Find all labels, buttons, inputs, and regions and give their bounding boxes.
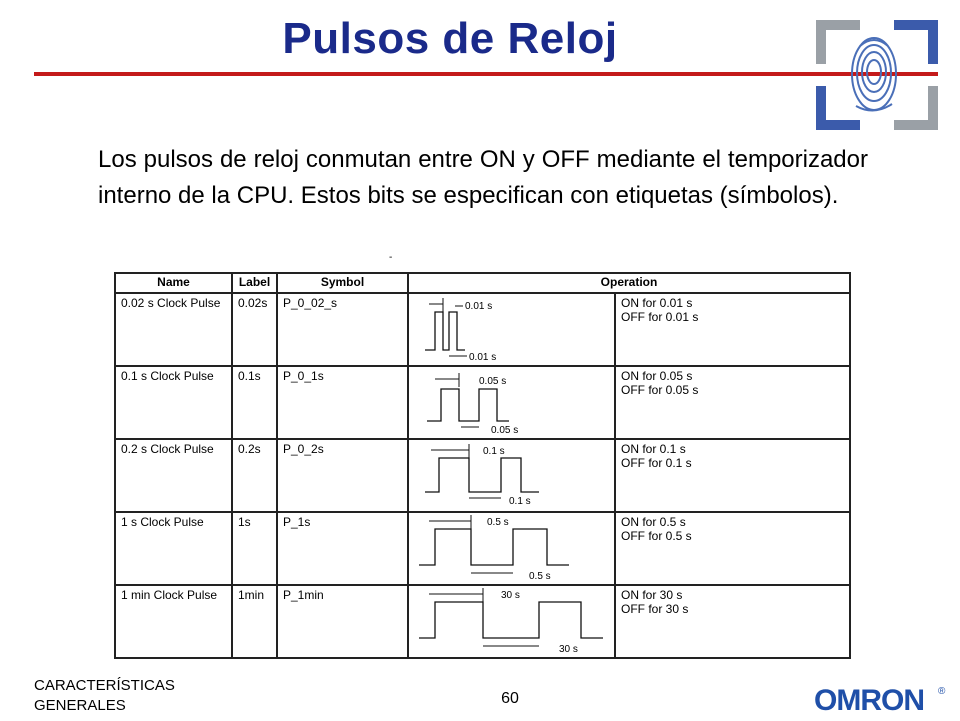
stray-tick-mark: - [389, 252, 393, 263]
brand-wordmark: OMRON [814, 684, 924, 716]
waveform-diagram [408, 512, 615, 585]
cell-label: 0.02s [232, 293, 277, 366]
intro-paragraph: Los pulsos de reloj conmutan entre ON y OFF mediante el temporizador interno de la CPU. Estos bits se especifican con etiquetas (símbolos). [98, 146, 868, 209]
on-time: ON for 30 s [621, 588, 683, 602]
fingerprint-icon [812, 16, 942, 134]
header-name: Name [115, 273, 232, 293]
cell-name: 1 s Clock Pulse [115, 512, 232, 585]
table-row [115, 439, 850, 512]
cell-symbol: P_0_02_s [277, 293, 408, 366]
dim-top: 0.05 s [479, 376, 507, 387]
cell-operation [615, 293, 850, 366]
footer-line-1: CARACTERÍSTICAS [34, 677, 175, 694]
on-time: ON for 0.05 s [621, 369, 693, 383]
page-number: 60 [501, 690, 519, 707]
table-header-row [115, 273, 850, 293]
dim-bottom: 0.01 s [469, 352, 497, 363]
cell-name: 0.02 s Clock Pulse [115, 293, 232, 366]
omron-logo [812, 682, 952, 716]
cell-symbol: P_0_2s [277, 439, 408, 512]
on-time: ON for 0.5 s [621, 515, 686, 529]
cell-label: 1min [232, 585, 277, 658]
header-label: Label [232, 273, 277, 293]
off-time: OFF for 30 s [621, 602, 689, 616]
clock-pulse-table [114, 272, 851, 659]
dim-bottom: 30 s [559, 644, 578, 655]
footer-line-2: GENERALES [34, 697, 126, 714]
cell-operation [615, 585, 850, 658]
cell-symbol: P_1min [277, 585, 408, 658]
registered-mark: ® [938, 686, 946, 697]
cell-label: 0.1s [232, 366, 277, 439]
table-row [115, 293, 850, 366]
off-time: OFF for 0.05 s [621, 383, 699, 397]
title-divider [34, 72, 938, 76]
dim-bottom: 0.05 s [491, 425, 519, 436]
table-row [115, 512, 850, 585]
header-symbol: Symbol [277, 273, 408, 293]
slide-title: Pulsos de Reloj [282, 14, 618, 63]
waveform-diagram [408, 585, 615, 658]
cell-name: 0.1 s Clock Pulse [115, 366, 232, 439]
table-row [115, 585, 850, 658]
cell-name: 1 min Clock Pulse [115, 585, 232, 658]
dim-bottom: 0.1 s [509, 496, 531, 507]
off-time: OFF for 0.01 s [621, 310, 699, 324]
cell-symbol: P_1s [277, 512, 408, 585]
cell-operation [615, 366, 850, 439]
cell-operation [615, 512, 850, 585]
cell-symbol: P_0_1s [277, 366, 408, 439]
off-time: OFF for 0.1 s [621, 456, 692, 470]
cell-label: 0.2s [232, 439, 277, 512]
dim-top: 0.1 s [483, 446, 505, 457]
off-time: OFF for 0.5 s [621, 529, 692, 543]
dim-bottom: 0.5 s [529, 571, 551, 582]
waveform-diagram [408, 439, 615, 512]
table-row [115, 366, 850, 439]
waveform-diagram [408, 293, 615, 366]
on-time: ON for 0.01 s [621, 296, 693, 310]
header-operation: Operation [408, 273, 850, 293]
waveform-diagram [408, 366, 615, 439]
cell-name: 0.2 s Clock Pulse [115, 439, 232, 512]
cell-operation [615, 439, 850, 512]
dim-top: 0.01 s [465, 301, 493, 312]
dim-top: 0.5 s [487, 517, 509, 528]
dim-top: 30 s [501, 590, 520, 601]
cell-label: 1s [232, 512, 277, 585]
on-time: ON for 0.1 s [621, 442, 686, 456]
